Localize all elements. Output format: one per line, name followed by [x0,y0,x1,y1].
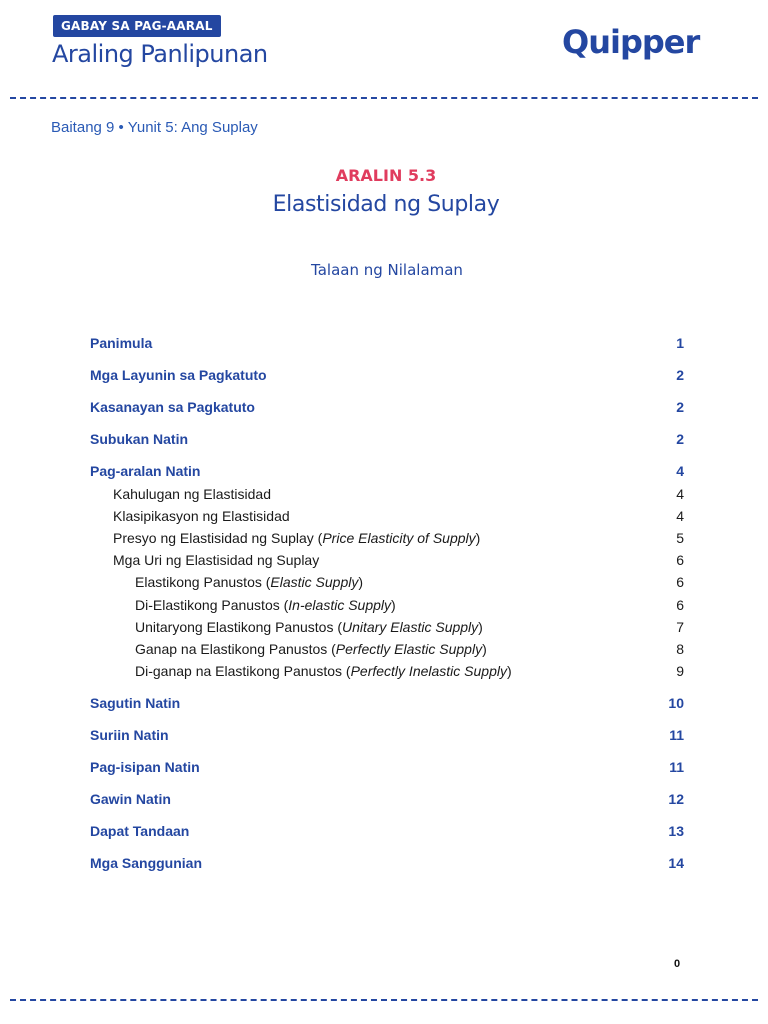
toc-entry-page: 10 [668,695,684,711]
toc-entry-page: 11 [669,759,684,775]
toc-entry-page: 4 [676,463,684,479]
toc-entry-title: Presyo ng Elastisidad ng Suplay (Price Elasticity of Supply) [113,530,481,546]
toc-entry-title: Subukan Natin [90,431,189,447]
toc-entry[interactable] [0,550,768,570]
toc-heading: Talaan ng Nilalaman [311,261,463,279]
toc-entry-page: 4 [676,508,684,524]
toc-entry-title: Mga Uri ng Elastisidad ng Suplay [113,552,320,568]
toc-entry-title: Sagutin Natin [90,695,181,711]
toc-entry[interactable] [0,853,768,873]
guide-badge: GABAY SA PAG-AARAL [53,15,221,37]
toc-entry-title: Pag-isipan Natin [90,759,200,775]
lesson-title: Elastisidad ng Suplay [272,192,500,217]
toc-entry-page: 1 [676,335,684,351]
toc-entry-page: 9 [676,663,684,679]
header-divider [10,97,758,99]
toc-entry[interactable] [0,639,768,659]
quipper-logo: Quipper [562,23,700,61]
toc-entry[interactable] [0,821,768,841]
subject-title: Araling Panlipunan [52,40,268,68]
toc-entry-title: Mga Sanggunian [90,855,202,871]
toc-entry[interactable] [0,595,768,615]
lesson-label: ARALIN 5.3 [335,166,437,185]
toc-entry-title: Kahulugan ng Elastisidad [113,486,272,502]
toc-entry-title: Suriin Natin [90,727,169,743]
toc-entry[interactable] [0,397,768,417]
page-number: 0 [673,958,681,970]
toc-entry-page: 8 [676,641,684,657]
toc-entry[interactable] [0,484,768,504]
toc-entry-title: Di-Elastikong Panustos (In-elastic Supply) [135,597,396,613]
toc-entry-page: 4 [676,486,684,502]
toc-entry-page: 2 [676,367,684,383]
toc-entry-title: Pag-aralan Natin [90,463,201,479]
footer-divider [10,999,758,1001]
toc-entry[interactable] [0,789,768,809]
toc-entry-title: Di-ganap na Elastikong Panustos (Perfectly Inelastic Supply) [135,663,512,679]
toc-entry[interactable] [0,617,768,637]
toc-entry-title: Mga Layunin sa Pagkatuto [90,367,267,383]
toc-entry-page: 14 [668,855,684,871]
toc-entry-page: 5 [676,530,684,546]
toc-entry[interactable] [0,693,768,713]
toc-entry[interactable] [0,365,768,385]
toc-entry[interactable] [0,429,768,449]
toc-entry-page: 11 [669,727,684,743]
toc-entry-title: Gawin Natin [90,791,171,807]
toc-entry-page: 2 [676,399,684,415]
toc-entry[interactable] [0,461,768,481]
toc-entry-page: 13 [668,823,684,839]
toc-entry-title: Ganap na Elastikong Panustos (Perfectly Elastic Supply) [135,641,487,657]
toc-entry-title: Klasipikasyon ng Elastisidad [113,508,290,524]
toc-entry-title: Kasanayan sa Pagkatuto [90,399,255,415]
toc-entry-title: Panimula [90,335,153,351]
toc-entry-page: 7 [676,619,684,635]
toc-entry-title: Dapat Tandaan [90,823,190,839]
toc-entry-page: 6 [676,574,684,590]
toc-entry[interactable] [0,506,768,526]
toc-entry-title: Unitaryong Elastikong Panustos (Unitary Elastic Supply) [135,619,483,635]
toc-entry-page: 12 [668,791,684,807]
toc-entry[interactable] [0,572,768,592]
toc-entry-page: 2 [676,431,684,447]
toc-entry[interactable] [0,528,768,548]
toc-entry[interactable] [0,725,768,745]
toc-entry[interactable] [0,661,768,681]
toc-entry-page: 6 [676,552,684,568]
toc-entry[interactable] [0,333,768,353]
toc-entry[interactable] [0,757,768,777]
toc-entry-page: 6 [676,597,684,613]
unit-breadcrumb: Baitang 9 • Yunit 5: Ang Suplay [51,119,258,136]
toc-entry-title: Elastikong Panustos (Elastic Supply) [135,574,364,590]
